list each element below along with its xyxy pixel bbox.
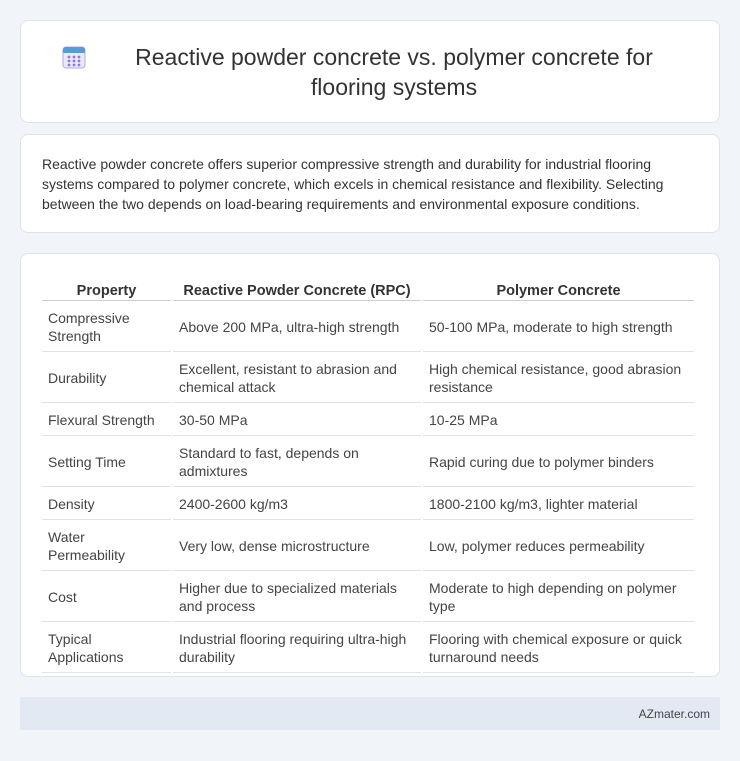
intro-text: Reactive powder concrete offers superior compressive strength and durability for industrial flooring systems compared to polymer concrete, which excels in chemical resistance and flexibility. Selecting between the two depends on load-bearing requirements and environmental exposure conditions. xyxy=(42,156,664,212)
table-row xyxy=(42,573,694,622)
title-wrap xyxy=(61,42,679,102)
intro-card xyxy=(20,134,720,233)
table-row xyxy=(42,354,694,403)
comparison-table xyxy=(40,274,696,675)
cell-rpc: Higher due to specialized materials and process xyxy=(173,573,421,622)
cell-property: Water Permeability xyxy=(42,522,171,571)
cell-property: Density xyxy=(42,489,171,520)
cell-polymer: 1800-2100 kg/m3, lighter material xyxy=(423,489,694,520)
cell-property: Setting Time xyxy=(42,438,171,487)
cell-property: Durability xyxy=(42,354,171,403)
table-header-row xyxy=(42,276,694,301)
footer-bar xyxy=(20,697,720,730)
cell-rpc: Industrial flooring requiring ultra-high durability xyxy=(173,624,421,673)
calendar-grid-icon xyxy=(61,44,87,70)
cell-rpc: 2400-2600 kg/m3 xyxy=(173,489,421,520)
table-row xyxy=(42,303,694,352)
cell-rpc: Above 200 MPa, ultra-high strength xyxy=(173,303,421,352)
header-property: Property xyxy=(42,276,171,301)
cell-polymer: Rapid curing due to polymer binders xyxy=(423,438,694,487)
cell-rpc: Standard to fast, depends on admixtures xyxy=(173,438,421,487)
cell-property: Compressive Strength xyxy=(42,303,171,352)
cell-polymer: Moderate to high depending on polymer type xyxy=(423,573,694,622)
cell-polymer: High chemical resistance, good abrasion resistance xyxy=(423,354,694,403)
cell-polymer: Flooring with chemical exposure or quick turnaround needs xyxy=(423,624,694,673)
table-row xyxy=(42,624,694,673)
header-polymer: Polymer Concrete xyxy=(423,276,694,301)
cell-rpc: Very low, dense microstructure xyxy=(173,522,421,571)
cell-rpc: 30-50 MPa xyxy=(173,405,421,436)
cell-polymer: 50-100 MPa, moderate to high strength xyxy=(423,303,694,352)
comparison-table-card xyxy=(20,253,720,677)
footer-brand[interactable]: AZmater.com xyxy=(638,706,710,721)
table-row xyxy=(42,489,694,520)
cell-property: Typical Applications xyxy=(42,624,171,673)
cell-rpc: Excellent, resistant to abrasion and chemical attack xyxy=(173,354,421,403)
title-card xyxy=(20,20,720,123)
cell-property: Cost xyxy=(42,573,171,622)
cell-property: Flexural Strength xyxy=(42,405,171,436)
page-title: Reactive powder concrete vs. polymer concrete for flooring systems xyxy=(135,43,653,100)
cell-polymer: 10-25 MPa xyxy=(423,405,694,436)
table-row xyxy=(42,405,694,436)
cell-polymer: Low, polymer reduces permeability xyxy=(423,522,694,571)
header-rpc: Reactive Powder Concrete (RPC) xyxy=(173,276,421,301)
table-row xyxy=(42,522,694,571)
table-row xyxy=(42,438,694,487)
